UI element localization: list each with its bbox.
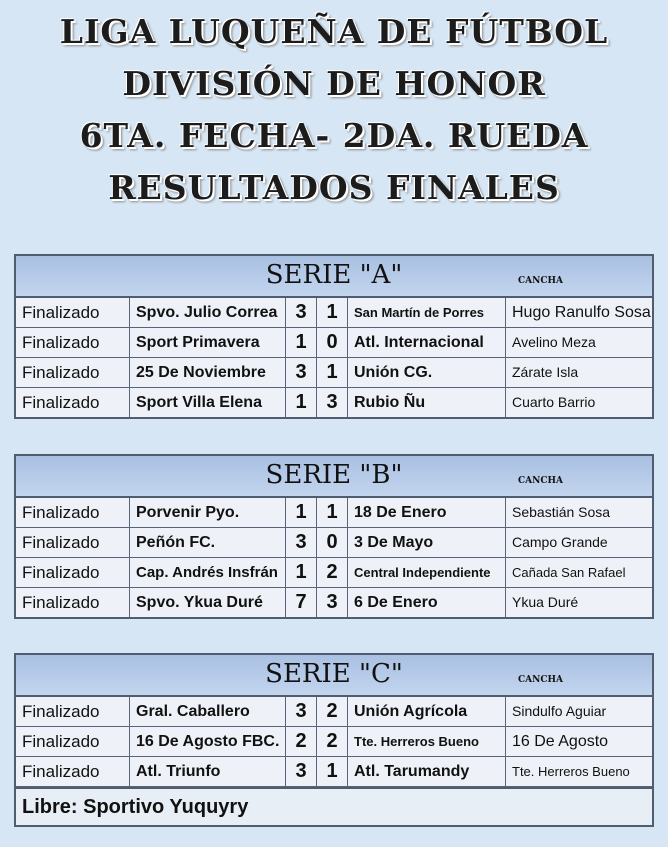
serie-title: SERIE "C": [265, 659, 403, 689]
venue: 16 De Agosto: [512, 733, 609, 750]
away-team: 3 De Mayo: [348, 528, 506, 557]
serie-b-table: [14, 454, 654, 619]
home-team: Cap. Andrés Insfrán: [130, 558, 286, 587]
home-team: Spvo. Ykua Duré: [130, 588, 286, 617]
match-status: Finalizado: [16, 358, 130, 387]
home-goals: 1: [286, 388, 317, 417]
home-goals: 3: [286, 528, 317, 557]
home-team: Atl. Triunfo: [130, 757, 286, 786]
results-title: RESULTADOS FINALES: [108, 168, 560, 207]
match-row: [16, 298, 652, 328]
venue: Cañada San Rafael: [512, 565, 626, 580]
venue: Ykua Duré: [512, 594, 579, 610]
division-title: DIVISIÓN DE HONOR: [122, 64, 546, 103]
away-team: Rubio Ñu: [348, 388, 506, 417]
away-goals: 1: [317, 358, 348, 387]
match-status: Finalizado: [16, 727, 130, 756]
match-row: [16, 558, 652, 588]
match-row: [16, 358, 652, 388]
away-team: Atl. Tarumandy: [348, 757, 506, 786]
cancha-label: CANCHA: [518, 276, 564, 286]
away-goals: 0: [317, 528, 348, 557]
match-row: [16, 697, 652, 727]
serie-title: SERIE "A": [265, 260, 403, 290]
away-goals: 3: [317, 388, 348, 417]
match-row: [16, 388, 652, 417]
home-goals: 3: [286, 697, 317, 726]
libre-team: Libre: Sportivo Yuquyry: [16, 787, 652, 825]
home-goals: 3: [286, 358, 317, 387]
match-status: Finalizado: [16, 757, 130, 786]
home-team: Spvo. Julio Correa: [130, 298, 286, 327]
match-status: Finalizado: [16, 697, 130, 726]
match-status: Finalizado: [16, 498, 130, 527]
away-goals: 1: [317, 298, 348, 327]
serie-c-table: [14, 653, 654, 827]
poster-header: [0, 6, 668, 214]
venue: Zárate Isla: [512, 364, 579, 380]
venue: Sindulfo Aguiar: [512, 703, 607, 719]
home-team: Peñón FC.: [130, 528, 286, 557]
home-goals: 1: [286, 558, 317, 587]
away-team: 18 De Enero: [348, 498, 506, 527]
match-status: Finalizado: [16, 588, 130, 617]
league-title: LIGA LUQUEÑA DE FÚTBOL: [59, 12, 609, 51]
home-goals: 7: [286, 588, 317, 617]
away-team: Unión CG.: [348, 358, 506, 387]
home-goals: 1: [286, 498, 317, 527]
away-team: San Martín de Porres: [348, 298, 506, 327]
venue: Campo Grande: [512, 534, 608, 550]
match-status: Finalizado: [16, 328, 130, 357]
serie-title: SERIE "B": [265, 460, 403, 490]
home-team: 16 De Agosto FBC.: [130, 727, 286, 756]
cancha-label: CANCHA: [518, 476, 564, 486]
away-goals: 1: [317, 498, 348, 527]
home-goals: 2: [286, 727, 317, 756]
home-team: Porvenir Pyo.: [130, 498, 286, 527]
match-row: [16, 757, 652, 787]
home-goals: 3: [286, 298, 317, 327]
match-status: Finalizado: [16, 388, 130, 417]
home-goals: 3: [286, 757, 317, 786]
match-row: [16, 328, 652, 358]
serie-header: [16, 655, 652, 697]
match-status: Finalizado: [16, 558, 130, 587]
venue: Tte. Herreros Bueno: [512, 764, 630, 779]
cancha-label: CANCHA: [518, 675, 564, 685]
home-team: Gral. Caballero: [130, 697, 286, 726]
venue: Hugo Ranulfo Sosa: [512, 304, 651, 321]
home-team: Sport Primavera: [130, 328, 286, 357]
venue: Sebastián Sosa: [512, 504, 611, 520]
serie-header: [16, 256, 652, 298]
away-goals: 0: [317, 328, 348, 357]
match-row: [16, 727, 652, 757]
match-row: [16, 528, 652, 558]
away-team: Tte. Herreros Bueno: [348, 727, 506, 756]
venue: Cuarto Barrio: [512, 394, 596, 410]
round-title: 6TA. FECHA- 2DA. RUEDA: [79, 116, 589, 155]
home-team: Sport Villa Elena: [130, 388, 286, 417]
away-goals: 2: [317, 558, 348, 587]
away-team: Unión Agrícola: [348, 697, 506, 726]
home-team: 25 De Noviembre: [130, 358, 286, 387]
away-goals: 1: [317, 757, 348, 786]
home-goals: 1: [286, 328, 317, 357]
away-goals: 2: [317, 697, 348, 726]
match-status: Finalizado: [16, 298, 130, 327]
match-row: [16, 498, 652, 528]
away-team: Atl. Internacional: [348, 328, 506, 357]
venue: Avelino Meza: [512, 334, 596, 350]
away-team: Central Independiente: [348, 558, 506, 587]
serie-header: [16, 456, 652, 498]
match-status: Finalizado: [16, 528, 130, 557]
serie-a-table: [14, 254, 654, 419]
match-row: [16, 588, 652, 617]
away-goals: 3: [317, 588, 348, 617]
away-goals: 2: [317, 727, 348, 756]
away-team: 6 De Enero: [348, 588, 506, 617]
